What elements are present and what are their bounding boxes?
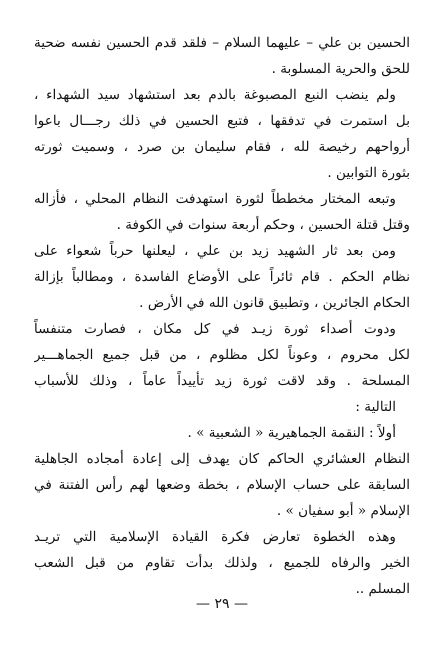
text-line: المسلحة . وقد لاقت ثورة زيد تأييداً عاماً ، وذلك للأسباب — [34, 373, 410, 389]
text-line: المسلم .. — [355, 581, 410, 597]
text-line: ومن بعد ثار الشهيد زيد بن علي ، ليعلنها حرباً شعواء على — [34, 243, 396, 259]
page-number: — ٢٩ — — [196, 596, 248, 612]
text-line: الخير والرفاه للجميع ، ولذلك بدأت تقاوم من قبل الشعب — [34, 555, 410, 571]
body-text — [34, 30, 410, 602]
text-line: الإسلام « أبو سفيان » . — [276, 503, 410, 519]
text-line: أرواحهم رخيصة لله ، فقام سليمان بن صرد ، وسميت ثورته — [34, 139, 410, 155]
text-line: نظام الحكم . قام ثائراً على الأوضاع الفاسدة ، ومطالباً بإزالة — [34, 269, 410, 285]
text-line: التالية : — [355, 399, 396, 415]
text-line: وقتل قتلة الحسين ، وحكم أربعة سنوات في الكوفة . — [116, 217, 410, 233]
text-line: بثورة التوابين . — [327, 165, 410, 181]
heading-line: أولاً : النقمة الجماهيرية « الشعبية » . — [187, 425, 396, 441]
text-line: السابقة على حساب الإسلام ، بخطة وضعها لهم رأس الفتنة في — [34, 477, 410, 493]
text-line: بل استمرت في تدفقها ، فتبع الحسين في ذلك رجـــال باعوا — [34, 113, 410, 129]
text-line: لكل محروم ، وعوناً لكل مظلوم ، من قبل جميع الجماهـــير — [34, 347, 410, 363]
text-line: النظام العشائري الحاكم كان يهدف إلى إعادة أمجاده الجاهلية — [34, 451, 410, 467]
text-line: وهذه الخطوة تعارض فكرة القيادة الإسلامية التي تريـد — [34, 529, 396, 545]
text-line: للحق والحرية المسلوبة . — [271, 61, 410, 77]
text-line: ولم ينضب النبع المصبوغة بالدم بعد استشهاد سيد الشهداء ، — [34, 87, 396, 103]
text-line: الحكام الجائرين ، وتطبيق قانون الله في الأرض . — [139, 295, 410, 311]
text-line: وتبعه المختار مخططاً لثورة استهدفت النظام المحلي ، فأزاله — [34, 191, 396, 207]
text-line: ودوت أصداء ثورة زيـد في كل مكان ، فصارت متنفساً — [34, 321, 396, 337]
text-line: الحسين بن علي – عليهما السلام – فلقد قدم الحسين نفسه ضحية — [34, 35, 410, 51]
